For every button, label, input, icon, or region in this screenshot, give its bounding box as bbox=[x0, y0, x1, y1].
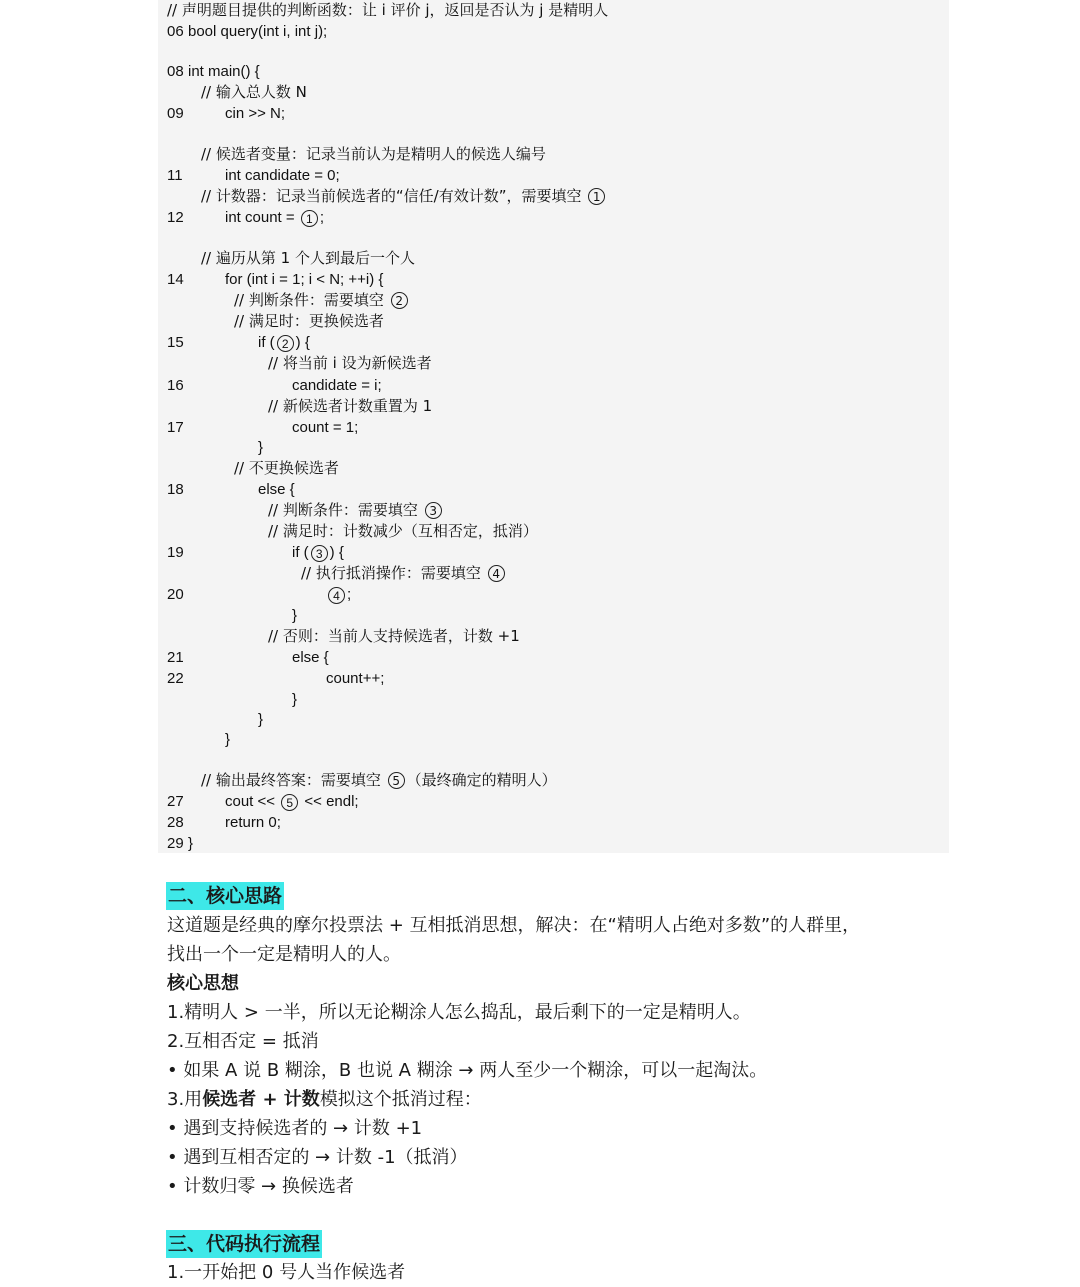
code-line: int main() { bbox=[188, 63, 260, 80]
line-number: 19 bbox=[167, 544, 184, 561]
line-number: 27 bbox=[167, 793, 184, 810]
blank-marker: 1 bbox=[301, 210, 318, 227]
code-line: int candidate = 0; bbox=[225, 167, 340, 184]
code-comment: // 将当前 i 设为新候选者 bbox=[268, 354, 432, 372]
code-comment: // 满足时：更换候选者 bbox=[234, 312, 384, 330]
blank-marker: 3 bbox=[311, 545, 328, 562]
blank-marker: 3 bbox=[425, 502, 442, 519]
code-line: 4 ; bbox=[326, 584, 351, 605]
code-line: } bbox=[258, 439, 264, 456]
code-line: bool query(int i, int j); bbox=[188, 23, 328, 40]
flow-step-1: 1.一开始把 0 号人当作候选者 bbox=[167, 1262, 406, 1283]
code-line: if ( 2 ) { bbox=[258, 334, 310, 351]
point-2: 2.互相否定 = 抵消 bbox=[167, 1031, 319, 1052]
line-number: 22 bbox=[167, 670, 184, 687]
point-3-bold: 候选者 + 计数 bbox=[202, 1089, 320, 1110]
bullet-negate: • 遇到互相否定的 → 计数 -1（抵消） bbox=[167, 1147, 468, 1168]
code-comment: // 判断条件：需要填空 3 bbox=[268, 500, 444, 521]
code-comment: // 遍历从第 1 个人到最后一个人 bbox=[201, 249, 415, 267]
blank-marker: 1 bbox=[588, 188, 605, 205]
line-number: 29 bbox=[167, 835, 184, 852]
code-line: for (int i = 1; i < N; ++i) { bbox=[225, 271, 384, 288]
subheading-core-thought: 核心思想 bbox=[167, 973, 239, 994]
code-comment: // 不更换候选者 bbox=[234, 459, 339, 477]
blank-marker: 5 bbox=[281, 794, 298, 811]
line-number: 20 bbox=[167, 586, 184, 603]
blank-marker: 5 bbox=[388, 772, 405, 789]
code-line: count++; bbox=[326, 670, 385, 687]
line-number: 06 bbox=[167, 23, 184, 40]
point-1: 1.精明人 > 一半，所以无论糊涂人怎么捣乱，最后剩下的一定是精明人。 bbox=[167, 1002, 751, 1023]
code-comment: // 新候选者计数重置为 1 bbox=[268, 397, 433, 415]
code-line: count = 1; bbox=[292, 419, 359, 436]
line-number: 15 bbox=[167, 334, 184, 351]
code-line: } bbox=[292, 691, 298, 708]
code-line: } bbox=[258, 711, 264, 728]
code-comment: // 满足时：计数减少（互相否定，抵消） bbox=[268, 522, 538, 540]
line-number: 16 bbox=[167, 377, 184, 394]
code-comment: // 否则：当前人支持候选者，计数 +1 bbox=[268, 627, 520, 645]
code-line: if ( 3 ) { bbox=[292, 544, 344, 561]
code-line: } bbox=[225, 731, 231, 748]
blank-marker: 2 bbox=[277, 335, 294, 352]
point-3-prefix: 3.用 bbox=[167, 1089, 203, 1110]
point-3-suffix: 模拟这个抵消过程： bbox=[319, 1089, 482, 1110]
code-line: else { bbox=[258, 481, 295, 498]
blank-marker: 4 bbox=[328, 587, 345, 604]
bullet-support: • 遇到支持候选者的 → 计数 +1 bbox=[167, 1118, 423, 1139]
code-block bbox=[158, 0, 949, 853]
code-line: candidate = i; bbox=[292, 377, 382, 394]
line-number: 08 bbox=[167, 63, 184, 80]
line-number: 11 bbox=[167, 167, 183, 184]
code-comment: // 计数器：记录当前候选者的“信任/有效计数”，需要填空 1 bbox=[201, 186, 607, 207]
code-line: cin >> N; bbox=[225, 105, 286, 122]
code-line: int count = 1 ; bbox=[225, 209, 324, 226]
code-comment: // 候选者变量：记录当前认为是精明人的候选人编号 bbox=[201, 145, 546, 163]
code-line: cout << 5 << endl; bbox=[225, 793, 359, 810]
code-comment: // 判断条件：需要填空 2 bbox=[234, 290, 410, 311]
code-comment: // 输入总人数 N bbox=[201, 83, 307, 101]
blank-marker: 4 bbox=[488, 565, 505, 582]
line-number: 09 bbox=[167, 105, 184, 122]
intro-line-1: 这道题是经典的摩尔投票法 + 互相抵消思想，解决：在“精明人占绝对多数”的人群里， bbox=[167, 915, 861, 936]
line-number: 21 bbox=[167, 649, 184, 666]
line-number: 14 bbox=[167, 271, 184, 288]
code-comment: // 声明题目提供的判断函数：让 i 评价 j，返回是否认为 j 是精明人 bbox=[167, 1, 609, 19]
line-number: 28 bbox=[167, 814, 184, 831]
blank-marker: 2 bbox=[391, 292, 408, 309]
bullet-reset: • 计数归零 → 换候选者 bbox=[167, 1176, 354, 1197]
code-comment: // 输出最终答案：需要填空 5 （最终确定的精明人） bbox=[201, 771, 557, 789]
code-comment: // 执行抵消操作：需要填空 4 bbox=[301, 563, 507, 584]
line-number: 12 bbox=[167, 209, 184, 226]
intro-line-2: 找出一个一定是精明人的人。 bbox=[167, 944, 401, 965]
code-line: return 0; bbox=[225, 814, 281, 831]
line-number: 17 bbox=[167, 419, 184, 436]
code-line: else { bbox=[292, 649, 329, 666]
section-title-core-idea: 二、核心思路 bbox=[166, 882, 284, 910]
line-number: 18 bbox=[167, 481, 184, 498]
point-2-bullet: • 如果 A 说 B 糊涂，B 也说 A 糊涂 → 两人至少一个糊涂，可以一起淘汰。 bbox=[167, 1060, 768, 1081]
section-title-execution-flow: 三、代码执行流程 bbox=[166, 1230, 322, 1258]
point-3 bbox=[167, 1085, 957, 1114]
code-line: } bbox=[292, 607, 298, 624]
code-line: } bbox=[188, 835, 194, 852]
